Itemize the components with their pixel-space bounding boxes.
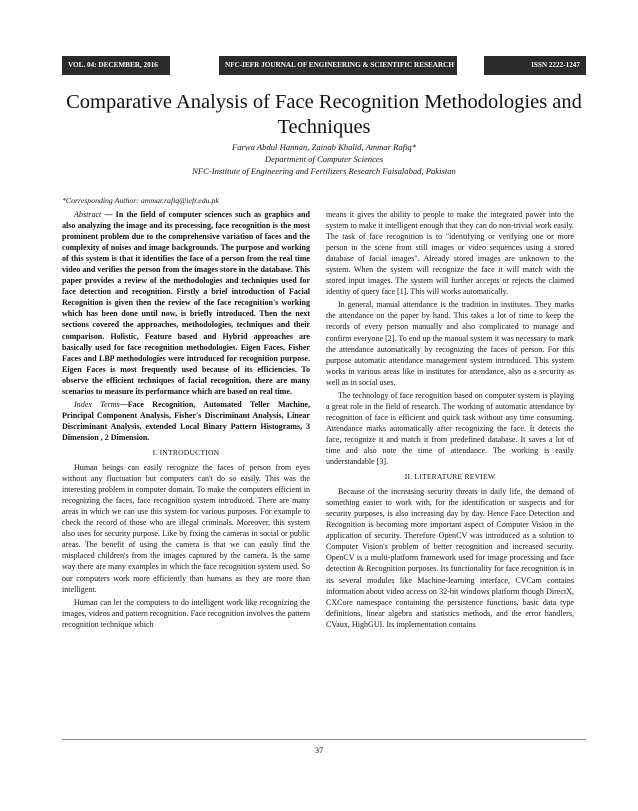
index-terms-label: Index Terms bbox=[74, 399, 120, 409]
left-column bbox=[62, 209, 310, 632]
index-terms-text: —Face Recognition, Automated Teller Machine, Principal Component Analysis, Fisher's Discriminant Analysis, Linear Discriminant Analysis, extended Local Binary Pattern Histograms, 3 Dimension , 2 Dimension. bbox=[62, 399, 311, 442]
header-issn-text: ISSN 2222-1247 bbox=[531, 61, 580, 69]
institution: NFC-Institute of Engineering and Fertilizers Research Faisalabad, Pakistan bbox=[192, 166, 456, 176]
header-volume bbox=[62, 56, 170, 75]
department: Department of Computer Sciences bbox=[264, 154, 384, 164]
paragraph: means it gives the ability to people to make the integrated power into the system to make it intelligent enough that they can do non-trivial work easily. The task of face recognition is to "identifying or verifying one or more person in the scene from still images or video sequences using a stored database of facial images". Already stored images are unknown to the system. When the system will recognize the face it will match with the stored input images. The system will further accepts or rejects the claimed identity of query face [1]. This will works automatically. bbox=[326, 210, 574, 297]
footer-rule bbox=[62, 739, 586, 740]
page-number: 37 bbox=[314, 746, 324, 755]
index-terms bbox=[62, 399, 310, 443]
header-volume-text: VOL. 04: DECEMBER, 2016 bbox=[68, 61, 158, 69]
paragraph: Human can let the computers to do intelligent work like recognizing the images, videos and pattern recognition. Face recognition involves the pattern recognition technique which bbox=[62, 597, 310, 629]
paragraph: In general, manual attendance is the tradition in institutes. They marks the attendance on the paper by hand. This takes a lot of time to keep the records of every person manually and also complicated to manage and confirm everyone [2]. To end up the manual system it was necessary to mark the attendance automatically by recognizing the faces of person. For this purpose automatic attendance management system introduced. This system works in various areas like in institutes for attendance, also as a security as well as in social uses. bbox=[326, 300, 574, 387]
abstract-text: — In the field of computer sciences such as graphics and also analyzing the image and its processing, face recognition is the most prominent problem due to the comprehensive variation of faces and the complexity of noises and image backgrounds. The purpose and working of this system is that it identifies the face of a person from the real time video and verifies the person from the images store in the database. This paper provides a review of the methodologies and techniques used for face detection and recognition. Firstly a brief introduction of Facial Recognition is given then the review of the face recognition's working which has been done until now, is briefly introduced. Then the next sections covered the approaches, methodologies, techniques and their comparison. Holistic, Feature based and Hybrid approaches are basically used for face recognition methodologies. Eigen Faces, Fisher Faces and LBP methodologies were introduced for recognition purpose. Eigen Faces is most frequently used because of its efficiencies. To observe the efficient techniques of facial recognition, there are many scenarios to measure its performance which are based on real time. bbox=[62, 210, 310, 396]
corresponding-author: *Corresponding Author: ammar.rafiq@iefr.edu.pk bbox=[62, 196, 219, 205]
right-column bbox=[326, 209, 574, 632]
abstract bbox=[62, 209, 310, 397]
section-heading-introduction: I. INTRODUCTION bbox=[152, 447, 220, 457]
header-journal bbox=[219, 56, 457, 75]
header-journal-text: NFC-IEFR JOURNAL OF ENGINEERING & SCIENTIFIC RESEARCH bbox=[225, 61, 454, 69]
header-issn bbox=[484, 56, 586, 75]
authors: Farwa Abdul Hannan, Zainab Khalid, Ammar Rafiq* bbox=[232, 142, 416, 152]
paper-title: Comparative Analysis of Face Recognition Methodologies and Techniques bbox=[66, 91, 582, 138]
section-heading-literature-review: II. LITERATURE REVIEW bbox=[404, 472, 496, 482]
abstract-label: Abstract bbox=[74, 210, 102, 219]
paragraph: The technology of face recognition based on computer system is playing a great role in the field of research. The working of automatic attendance by recognition of face is efficient and quick task without any time consuming. Attendance marks automatically after recognizing the face. It detects the face, recognize it and match it from predefined database. It saves a lot of time and also note the time of attendance. The working is easily understandable [3]. bbox=[326, 390, 574, 467]
paragraph: Because of the increasing security threats in daily life, the demand of something easier to work with, for the identification or suspects and for security purposes, is also increasing day by day. Hence Face Detection and Recognition is becoming more important aspect of Computer Vision in the application of security. Therefore OpenCV was introduced as a solution to Computer Vision's problem of better recognition and increased security. OpenCV is a multi-platform framework used for image processing and face detection & Recognition purposes. Its functionality for face recognition is in its several modules like Machine-learning interface, CVCam contains information about video access on 32-bit windows platform though DirectX, CXCore namespace containing the persistence functions, basic data type definitions, linear algebra and statistics methods, and the error handlers, CVaux, HighGUI. Its implementation contains bbox=[326, 487, 574, 629]
paragraph: Human beings can easily recognize the faces of person from eyes without any fluctuation but computers can't do so easily. This was the interesting problem in computer domain. To make the computers efficient in recognizing the faces, face recognition system introduced. There are many areas in which we can use this system for various purposes. For example to check the record of those who are illegal criminals. Moreover, this system also uses for security purpose. Like by fixing the cameras in social or public areas. The benefit of using the camera is that we can easily find the misplaced children's from the images captured by the camera. Is the same way there are many examples in which the face recognition system used. So our computers work more efficiently than humans as they are more than intelligent. bbox=[62, 463, 310, 594]
